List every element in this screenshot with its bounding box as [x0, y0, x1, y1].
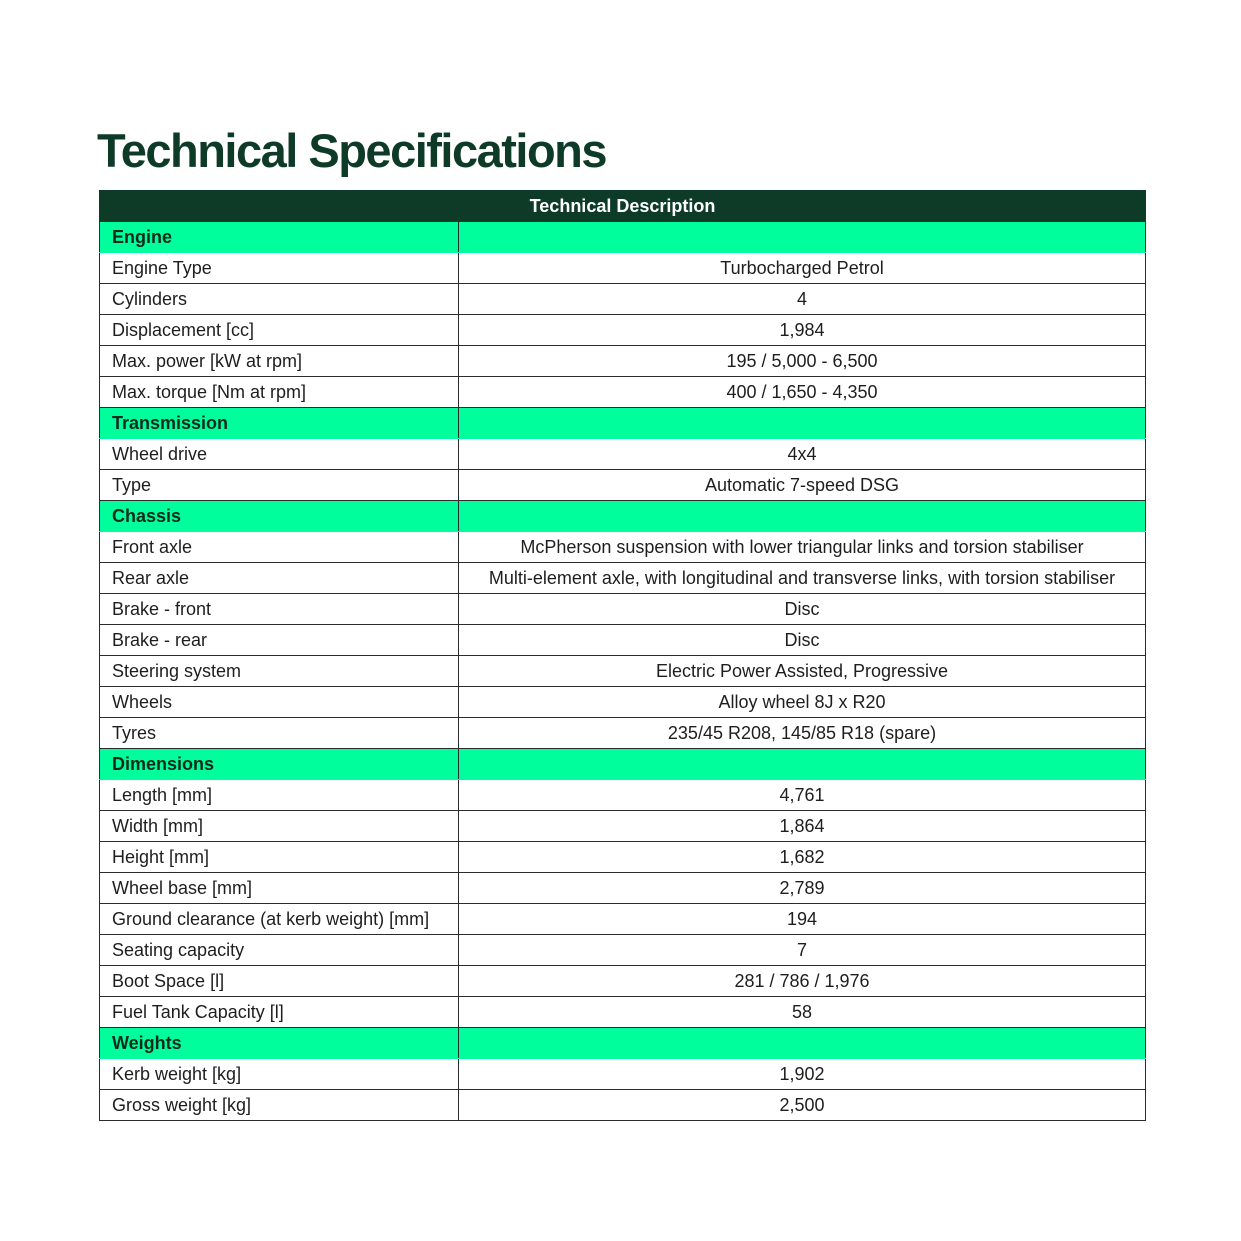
spec-value: 1,682	[459, 842, 1146, 873]
spec-label: Fuel Tank Capacity [l]	[100, 997, 459, 1028]
section-spacer	[459, 408, 1146, 439]
table-row	[100, 811, 1146, 842]
spec-label: Max. power [kW at rpm]	[100, 346, 459, 377]
section-heading: Transmission	[100, 408, 459, 439]
spec-label: Brake - front	[100, 594, 459, 625]
spec-value: McPherson suspension with lower triangular links and torsion stabiliser	[459, 532, 1146, 563]
table-header-row	[100, 191, 1146, 222]
section-spacer	[459, 1028, 1146, 1059]
spec-value: 2,789	[459, 873, 1146, 904]
spec-label: Wheel base [mm]	[100, 873, 459, 904]
spec-label: Length [mm]	[100, 780, 459, 811]
section-row	[100, 408, 1146, 439]
spec-value: 400 / 1,650 - 4,350	[459, 377, 1146, 408]
spec-label: Wheels	[100, 687, 459, 718]
spec-value: 1,864	[459, 811, 1146, 842]
table-row	[100, 594, 1146, 625]
spec-label: Height [mm]	[100, 842, 459, 873]
section-row	[100, 501, 1146, 532]
table-row	[100, 439, 1146, 470]
spec-value: 1,902	[459, 1059, 1146, 1090]
table-row	[100, 935, 1146, 966]
spec-value: 195 / 5,000 - 6,500	[459, 346, 1146, 377]
table-row	[100, 625, 1146, 656]
spec-value: Turbocharged Petrol	[459, 253, 1146, 284]
spec-value: Automatic 7-speed DSG	[459, 470, 1146, 501]
spec-label: Max. torque [Nm at rpm]	[100, 377, 459, 408]
table-header: Technical Description	[100, 191, 1146, 222]
spec-label: Brake - rear	[100, 625, 459, 656]
table-row	[100, 904, 1146, 935]
spec-label: Kerb weight [kg]	[100, 1059, 459, 1090]
spec-value: Electric Power Assisted, Progressive	[459, 656, 1146, 687]
spec-label: Cylinders	[100, 284, 459, 315]
spec-value: 194	[459, 904, 1146, 935]
table-row	[100, 563, 1146, 594]
table-row	[100, 842, 1146, 873]
spec-value: 1,984	[459, 315, 1146, 346]
spec-label: Type	[100, 470, 459, 501]
section-heading: Engine	[100, 222, 459, 253]
spec-value: 281 / 786 / 1,976	[459, 966, 1146, 997]
spec-value: Alloy wheel 8J x R20	[459, 687, 1146, 718]
section-spacer	[459, 749, 1146, 780]
spec-value: Disc	[459, 594, 1146, 625]
section-spacer	[459, 222, 1146, 253]
table-row	[100, 687, 1146, 718]
table-row	[100, 470, 1146, 501]
spec-label: Boot Space [l]	[100, 966, 459, 997]
section-heading: Dimensions	[100, 749, 459, 780]
table-row	[100, 656, 1146, 687]
table-row	[100, 253, 1146, 284]
spec-value: 4	[459, 284, 1146, 315]
spec-value: Multi-element axle, with longitudinal and transverse links, with torsion stabiliser	[459, 563, 1146, 594]
spec-label: Rear axle	[100, 563, 459, 594]
spec-value: 7	[459, 935, 1146, 966]
section-heading: Chassis	[100, 501, 459, 532]
spec-label: Front axle	[100, 532, 459, 563]
section-spacer	[459, 501, 1146, 532]
table-row	[100, 780, 1146, 811]
table-row	[100, 1090, 1146, 1121]
section-row	[100, 222, 1146, 253]
spec-label: Gross weight [kg]	[100, 1090, 459, 1121]
spec-value: 58	[459, 997, 1146, 1028]
table-row	[100, 315, 1146, 346]
table-row	[100, 966, 1146, 997]
table-row	[100, 873, 1146, 904]
table-row	[100, 346, 1146, 377]
table-row	[100, 997, 1146, 1028]
spec-label: Ground clearance (at kerb weight) [mm]	[100, 904, 459, 935]
spec-value: 2,500	[459, 1090, 1146, 1121]
table-row	[100, 718, 1146, 749]
spec-label: Wheel drive	[100, 439, 459, 470]
section-row	[100, 1028, 1146, 1059]
spec-label: Seating capacity	[100, 935, 459, 966]
spec-label: Steering system	[100, 656, 459, 687]
page-title: Technical Specifications	[97, 124, 607, 177]
section-heading: Weights	[100, 1028, 459, 1059]
spec-label: Tyres	[100, 718, 459, 749]
table-body	[100, 222, 1146, 1121]
section-row	[100, 749, 1146, 780]
spec-value: 4,761	[459, 780, 1146, 811]
table-row	[100, 1059, 1146, 1090]
table-row	[100, 377, 1146, 408]
table-row	[100, 284, 1146, 315]
table-row	[100, 532, 1146, 563]
spec-value: Disc	[459, 625, 1146, 656]
spec-value: 4x4	[459, 439, 1146, 470]
spec-value: 235/45 R208, 145/85 R18 (spare)	[459, 718, 1146, 749]
spec-label: Engine Type	[100, 253, 459, 284]
specifications-table	[99, 190, 1146, 1121]
spec-label: Displacement [cc]	[100, 315, 459, 346]
spec-label: Width [mm]	[100, 811, 459, 842]
